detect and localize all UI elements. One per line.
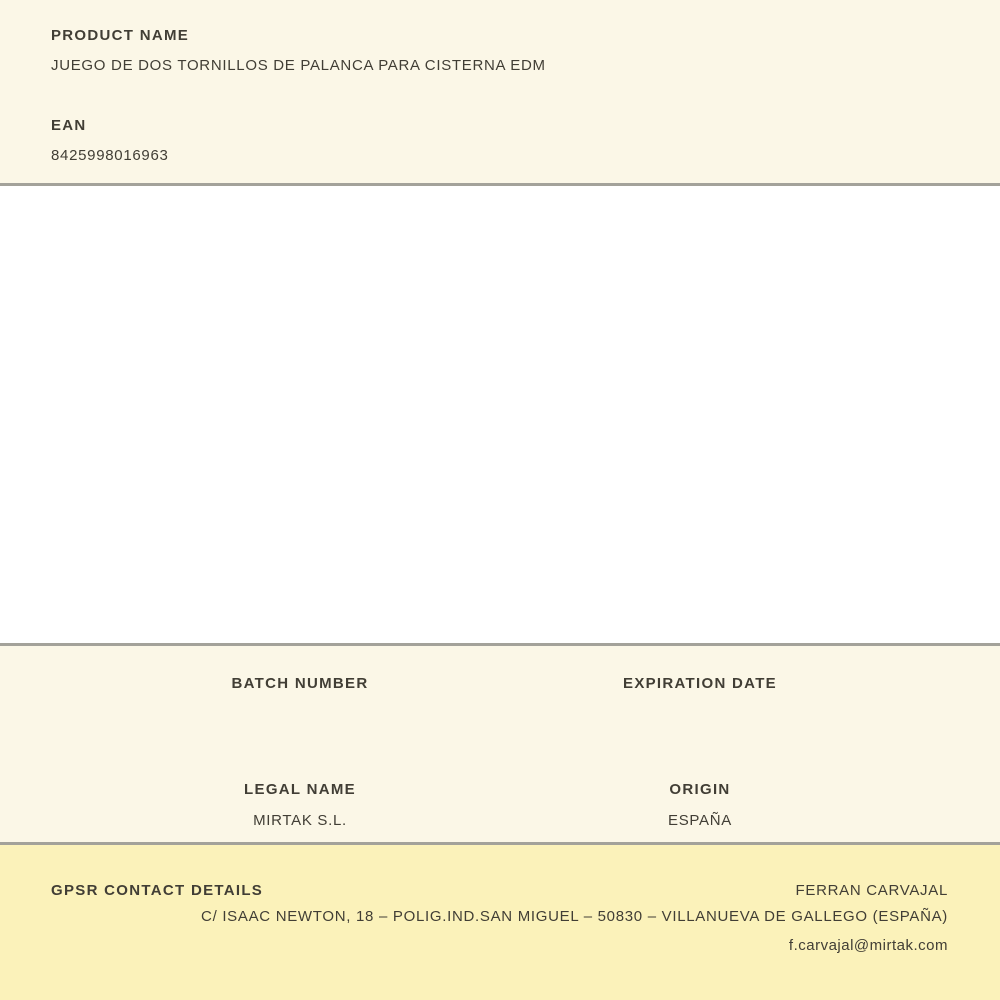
gpsr-contact-section — [0, 845, 1000, 1000]
origin-value: ESPAÑA — [668, 812, 732, 829]
batch-legal-section — [0, 646, 1000, 842]
legal-origin-labels-row — [100, 781, 900, 798]
gpsr-contact-details-label: GPSR CONTACT DETAILS — [51, 882, 264, 899]
origin-label: ORIGIN — [669, 781, 731, 798]
gpsr-email: f.carvajal@mirtak.com — [788, 937, 948, 954]
ean-value: 8425998016963 — [51, 147, 169, 164]
legal-origin-values-row — [100, 812, 900, 829]
gpsr-contact-name: FERRAN CARVAJAL — [795, 882, 948, 899]
expiration-date-label: EXPIRATION DATE — [623, 675, 777, 692]
gpsr-address: C/ ISAAC NEWTON, 18 – POLIG.IND.SAN MIGUEL – 50830 – VILLANUEVA DE GALLEGO (ESPAÑA) — [201, 908, 948, 925]
gpsr-header-row — [51, 882, 948, 899]
batch-number-value — [100, 706, 500, 723]
batch-expiration-values-row — [100, 706, 900, 723]
product-name-label: PRODUCT NAME — [51, 27, 190, 44]
legal-name-label: LEGAL NAME — [244, 781, 356, 798]
expiration-date-value — [500, 706, 900, 723]
batch-expiration-labels-row — [100, 675, 900, 692]
product-header-section — [0, 0, 1000, 183]
ean-label: EAN — [51, 117, 87, 134]
legal-name-value: MIRTAK S.L. — [253, 812, 347, 829]
product-name-value: JUEGO DE DOS TORNILLOS DE PALANCA PARA CISTERNA EDM — [51, 57, 546, 74]
batch-number-label: BATCH NUMBER — [231, 675, 369, 692]
empty-content-area — [0, 186, 1000, 643]
